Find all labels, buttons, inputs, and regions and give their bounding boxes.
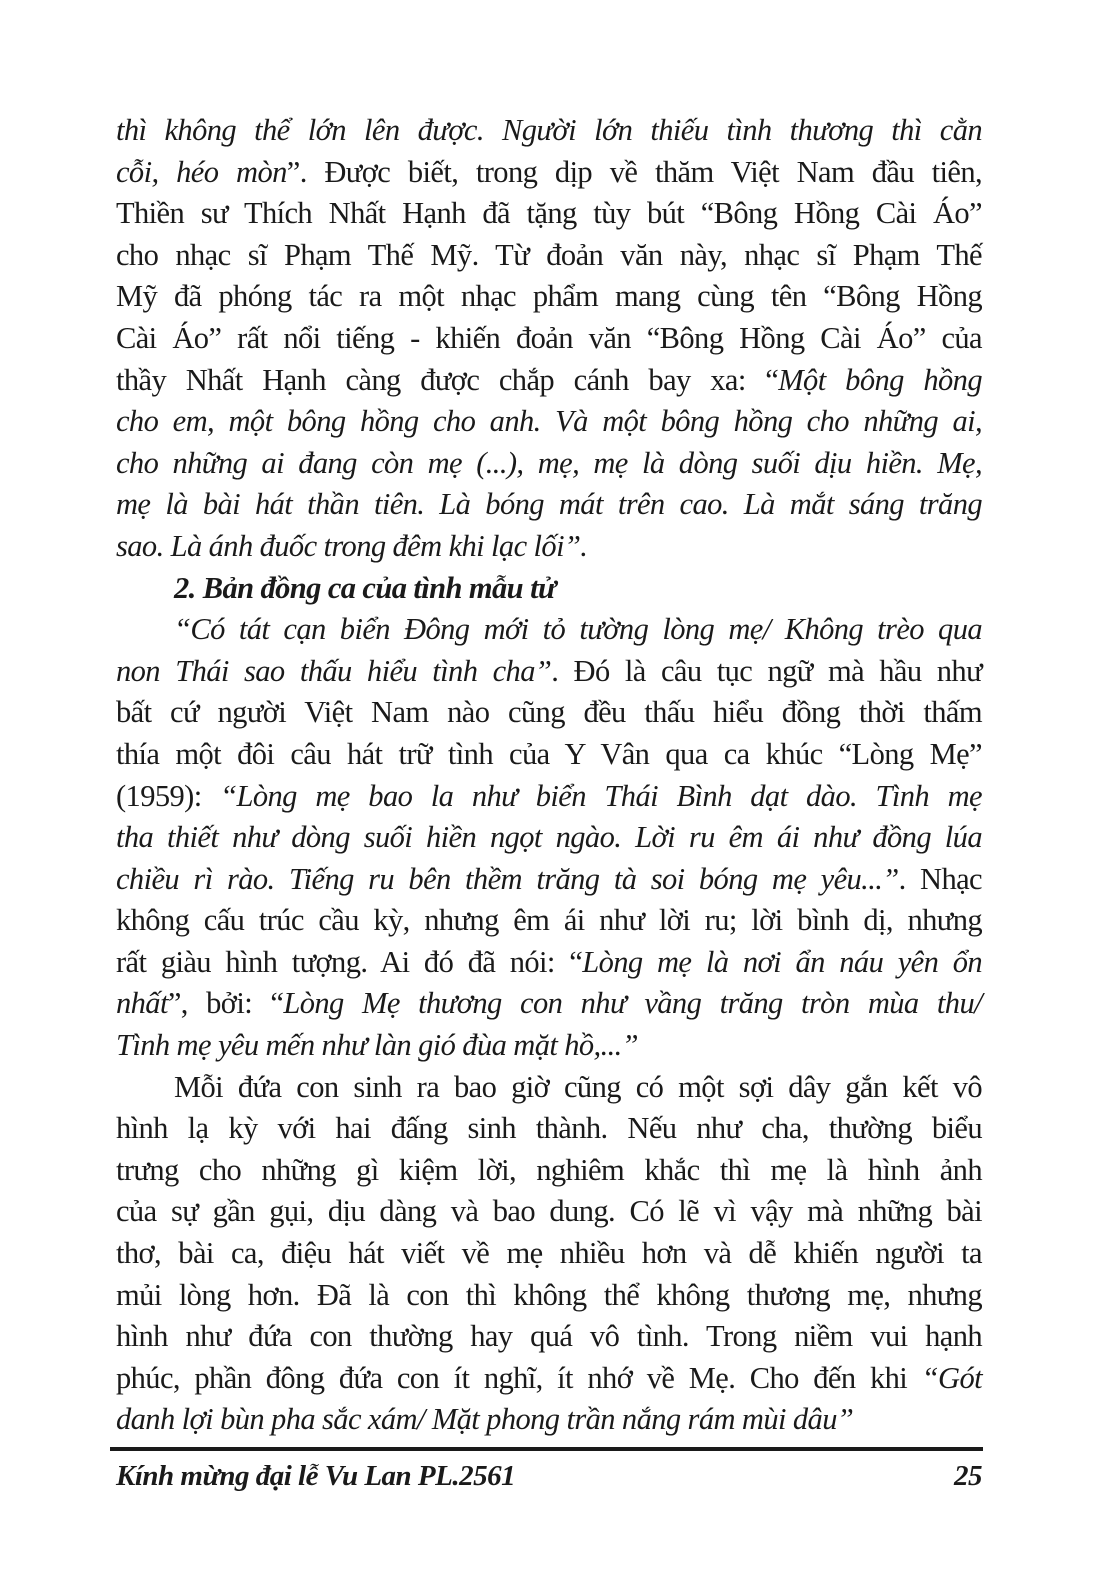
italic-quote-segment: nhất [116, 986, 168, 1021]
text-line [116, 1316, 982, 1358]
text-line [116, 609, 982, 651]
text-segment: thầy Nhất Hạnh càng được chắp cánh bay xa: “ [116, 362, 779, 397]
paragraph-section-2 [116, 609, 982, 1067]
text-line [116, 900, 982, 942]
italic-quote-segment: Một bông hồng [778, 362, 982, 397]
italic-quote-segment: “Có tát cạn biển Đông mới tỏ tường lòng mẹ/ Không trèo qua [174, 612, 982, 647]
italic-quote-segment: chiều rì rào. Tiếng ru bên thềm trăng tà soi bóng mẹ yêu...” [116, 861, 899, 896]
italic-quote-segment: Lòng mẹ là nơi ẩn náu yên ổn [582, 944, 982, 979]
text-segment: hình lạ kỳ với hai đấng sinh thành. Nếu như cha, thường biểu [116, 1111, 982, 1146]
text-line [116, 734, 982, 776]
text-line [116, 526, 982, 568]
text-segment: trưng cho những gì kiệm lời, nghiêm khắc thì mẹ là hình ảnh [116, 1152, 982, 1187]
text-line [116, 110, 982, 152]
text-segment: . Đó là câu tục ngữ mà hầu như [551, 653, 983, 688]
text-line [116, 983, 982, 1025]
text-line [116, 1025, 982, 1067]
italic-quote-segment: cho em, một bông hồng cho anh. Và một bông hồng cho những ai, [116, 404, 982, 439]
paragraph-mother-bond [116, 1067, 982, 1441]
text-segment: hình như đứa con thường hay quá vô tình. Trong niềm vui hạnh [116, 1319, 982, 1354]
text-segment: bất cứ người Việt Nam nào cũng đều thấu hiểu đồng thời thấm [116, 695, 982, 730]
text-line [116, 1233, 982, 1275]
text-line [116, 1108, 982, 1150]
text-segment: Mỹ đã phóng tác ra một nhạc phẩm mang cùng tên “Bông Hồng [116, 279, 982, 314]
text-line [116, 318, 982, 360]
italic-quote-segment: mẹ là bài hát thần tiên. Là bóng mát trên cao. Là mắt sáng trăng [116, 487, 982, 522]
footer-rule [110, 1447, 983, 1451]
text-segment: Mỗi đứa con sinh ra bao giờ cũng có một sợi dây gắn kết vô [174, 1069, 982, 1104]
text-line [116, 193, 982, 235]
text-line [116, 1358, 982, 1400]
text-segment: . Nhạc [898, 861, 982, 896]
text-line [116, 1275, 982, 1317]
italic-quote-segment: cỗi, héo mòn [116, 154, 287, 189]
section-heading: 2. Bản đồng ca của tình mẫu tử [174, 570, 556, 605]
italic-quote-segment: “Lòng mẹ bao la như biển Thái Bình dạt dào. Tình mẹ [220, 778, 982, 813]
italic-quote-segment: non Thái sao thấu hiểu tình cha” [116, 653, 552, 688]
italic-quote-segment: Tình mẹ yêu mến như làn gió đùa mặt hồ,...” [116, 1028, 639, 1063]
text-line [116, 1150, 982, 1192]
text-line [116, 484, 982, 526]
italic-quote-segment: “Gót [921, 1360, 982, 1395]
italic-quote-segment: danh lợi bùn pha sắc xám/ Mặt phong trần nắng rám mùi dâu” [116, 1402, 854, 1437]
text-line [116, 1399, 982, 1441]
text-line [116, 360, 982, 402]
italic-quote-segment: Lòng Mẹ thương con như vầng trăng tròn mùa thu/ [283, 986, 982, 1021]
text-segment: rất giàu hình tượng. Ai đó đã nói: “ [116, 944, 583, 979]
text-line [116, 443, 982, 485]
text-segment: mủi lòng hơn. Đã là con thì không thể không thương mẹ, nhưng [116, 1277, 982, 1312]
text-line [116, 692, 982, 734]
italic-quote-segment: thì không thể lớn lên được. Người lớn thiếu tình thương thì cằn [116, 113, 982, 147]
text-line [116, 651, 982, 693]
text-segment: Thiền sư Thích Nhất Hạnh đã tặng tùy bút “Bông Hồng Cài Áo” [116, 196, 982, 231]
text-segment: thía một đôi câu hát trữ tình của Y Vân qua ca khúc “Lòng Mẹ” [116, 736, 982, 771]
text-segment: Cài Áo” rất nổi tiếng - khiến đoản văn “Bông Hồng Cài Áo” của [116, 320, 982, 355]
italic-quote-segment: cho những ai đang còn mẹ (...), mẹ, mẹ là dòng suối dịu hiền. Mẹ, [116, 445, 982, 480]
text-line [116, 859, 982, 901]
page-number: 25 [954, 1460, 982, 1492]
text-segment: không cấu trúc cầu kỳ, nhưng êm ái như lời ru; lời bình dị, nhưng [116, 903, 982, 938]
text-segment: thơ, bài ca, điệu hát viết về mẹ nhiều hơn và dễ khiến người ta [116, 1236, 982, 1271]
text-line [116, 1067, 982, 1109]
text-line [116, 401, 982, 443]
text-segment: của sự gần gụi, dịu dàng và bao dung. Có lẽ vì vậy mà những bài [116, 1194, 982, 1229]
paragraph-continuation [116, 110, 982, 568]
text-line [116, 942, 982, 984]
text-segment: (1959): [116, 778, 221, 813]
text-line [116, 817, 982, 859]
italic-quote-segment: sao. Là ánh đuốc trong đêm khi lạc lối”. [116, 528, 588, 563]
text-line [116, 235, 982, 277]
text-line [116, 276, 982, 318]
text-line [116, 1191, 982, 1233]
footer-title: Kính mừng đại lễ Vu Lan PL.2561 [116, 1460, 516, 1492]
text-segment: cho nhạc sĩ Phạm Thế Mỹ. Từ đoản văn này, nhạc sĩ Phạm Thế [116, 237, 982, 272]
text-line [116, 152, 982, 194]
page-footer [116, 1460, 982, 1493]
text-line [116, 776, 982, 818]
text-segment: ”. Được biết, trong dịp về thăm Việt Nam đầu tiên, [286, 154, 983, 189]
text-segment: phúc, phần đông đứa con ít nghĩ, ít nhớ về Mẹ. Cho đến khi [116, 1360, 922, 1395]
page-body [116, 110, 982, 1441]
text-segment: ”, bởi: “ [167, 986, 284, 1021]
italic-quote-segment: tha thiết như dòng suối hiền ngọt ngào. Lời ru êm ái như đồng lúa [116, 820, 982, 855]
